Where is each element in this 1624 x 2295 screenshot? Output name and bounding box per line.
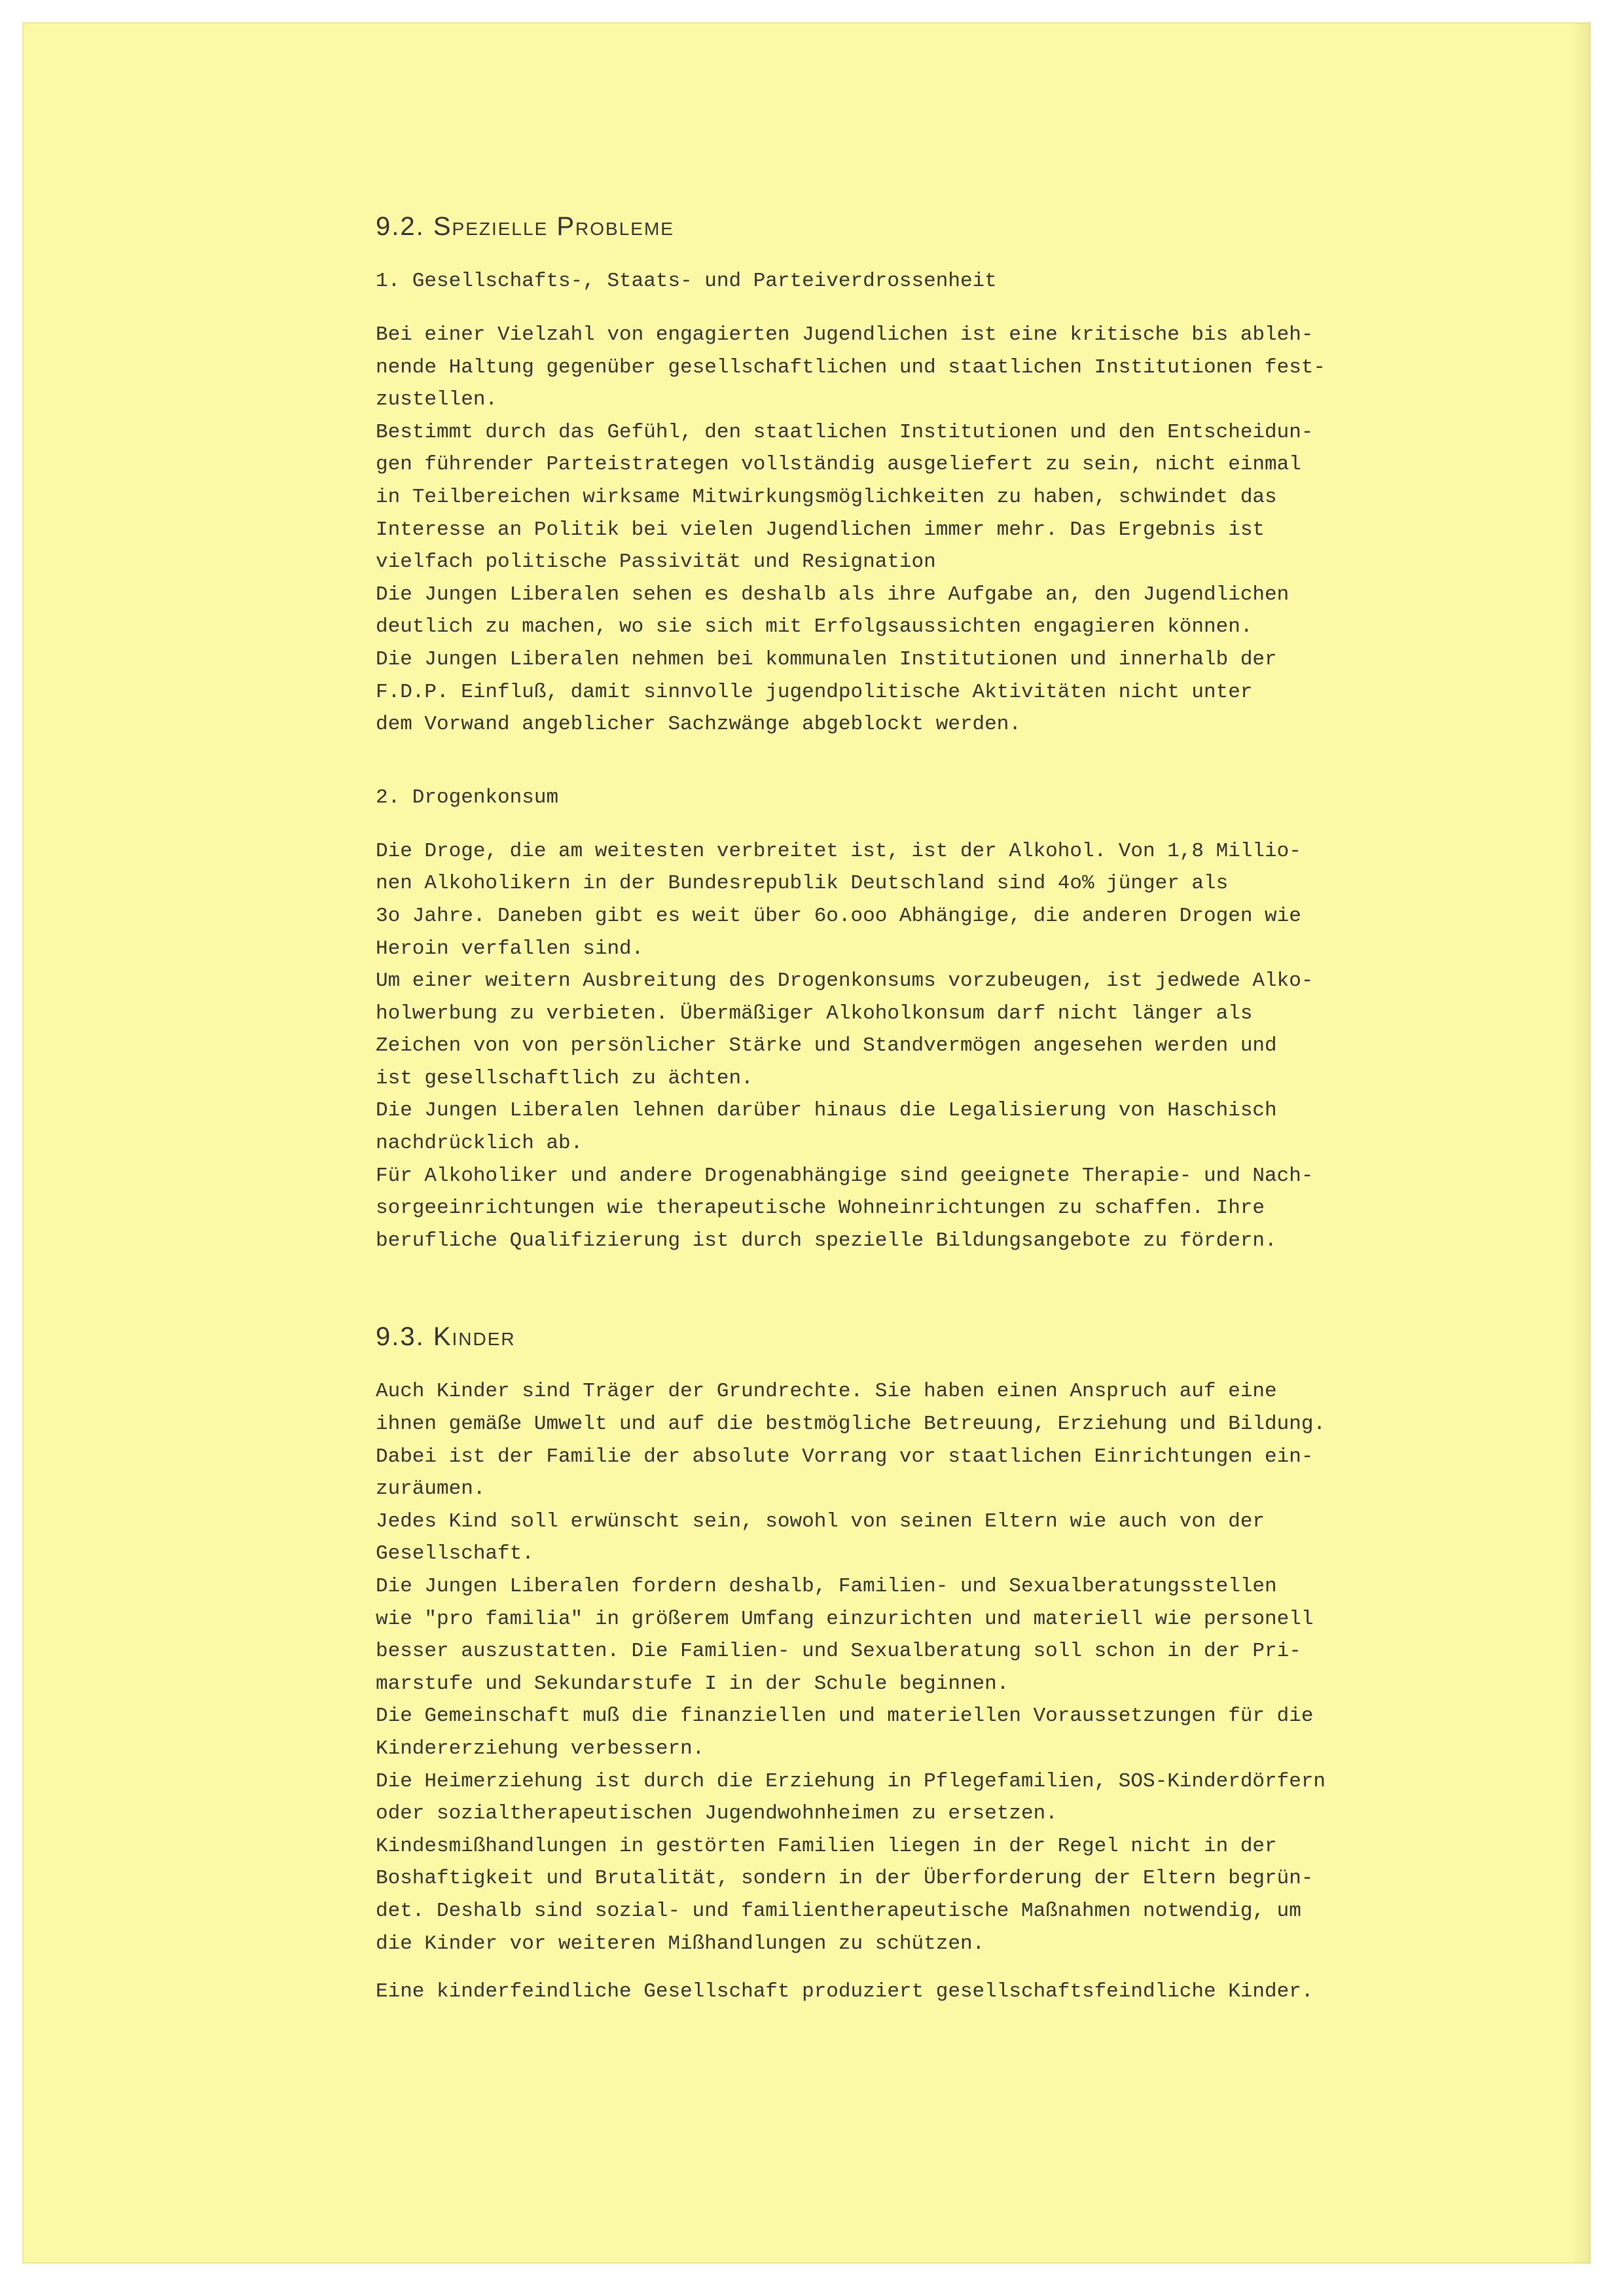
text-line: berufliche Qualifizierung ist durch spezielle Bildungsangebote zu fördern. (376, 1229, 1277, 1252)
text-line: Die Gemeinschaft muß die finanziellen und materiellen Voraussetzungen für die (376, 1705, 1314, 1728)
text-line: besser auszustatten. Die Familien- und Sexualberatung soll schon in der Pri- (376, 1640, 1301, 1663)
text-line: gen führender Parteistrategen vollständig ausgeliefert zu sein, nicht einmal (376, 453, 1301, 477)
text-line: Die Heimerziehung ist durch die Erziehung in Pflegefamilien, SOS-Kinderdörfern (376, 1769, 1326, 1793)
text-line: Für Alkoholiker und andere Drogenabhängige sind geeignete Therapie- und Nach- (376, 1164, 1314, 1187)
text-line: Die Jungen Liberalen nehmen bei kommunalen Institutionen und innerhalb der (376, 647, 1277, 671)
text-line: nen Alkoholikern in der Bundesrepublik Deutschland sind 4o% jünger als (376, 872, 1229, 895)
paragraph-parteiverdrossenheit (376, 319, 1423, 741)
paragraph-kinder-conclusion (376, 1976, 1423, 2008)
paragraph-drogenkonsum (376, 835, 1423, 1257)
text-line: Bestimmt durch das Gefühl, den staatlichen Institutionen und den Entscheidun- (376, 420, 1314, 444)
text-line: Jedes Kind soll erwünscht sein, sowohl von seinen Eltern wie auch von der (376, 1509, 1265, 1533)
document-body (376, 212, 1423, 2008)
text-line: ist gesellschaftlich zu ächten. (376, 1066, 753, 1090)
text-line: dem Vorwand angeblicher Sachzwänge abgeblockt werden. (376, 713, 1021, 736)
text-line: Gesellschaft. (376, 1542, 534, 1566)
text-line: zuräumen. (376, 1477, 486, 1501)
text-line: Bei einer Vielzahl von engagierten Jugendlichen ist eine kritische bis ableh- (376, 323, 1314, 346)
subsection-title-drogenkonsum: 2. Drogenkonsum (376, 786, 559, 809)
text-line: Boshaftigkeit und Brutalität, sondern in der Überforderung der Eltern begrün- (376, 1867, 1314, 1890)
text-line: F.D.P. Einfluß, damit sinnvolle jugendpolitische Aktivitäten nicht unter (376, 680, 1253, 704)
text-line: in Teilbereichen wirksame Mitwirkungsmöglichkeiten zu haben, schwindet das (376, 485, 1277, 509)
text-line: ihnen gemäße Umwelt und auf die bestmögliche Betreuung, Erziehung und Bildung. (376, 1413, 1326, 1436)
text-line: det. Deshalb sind sozial- und familientherapeutische Maßnahmen notwendig, um (376, 1899, 1301, 1923)
page-edge (1571, 22, 1591, 2264)
text-line: holwerbung zu verbieten. Übermäßiger Alkoholkonsum darf nicht länger als (376, 1002, 1253, 1025)
text-line: Auch Kinder sind Träger der Grundrechte. Sie haben einen Anspruch auf eine (376, 1380, 1277, 1403)
text-line: Interesse an Politik bei vielen Jugendlichen immer mehr. Das Ergebnis ist (376, 518, 1265, 541)
text-line: Kindererziehung verbessern. (376, 1737, 705, 1760)
text-line: wie "pro familia" in größerem Umfang einzurichten und materiell wie personell (376, 1607, 1314, 1631)
paper-sheet (22, 22, 1591, 2264)
text-line: Dabei ist der Familie der absolute Vorrang vor staatlichen Einrichtungen ein- (376, 1445, 1314, 1468)
section-heading-9-3: 9.3. Kinder (376, 1322, 516, 1352)
text-line: oder sozialtherapeutischen Jugendwohnheimen zu ersetzen. (376, 1802, 1058, 1826)
text-line: Kindesmißhandlungen in gestörten Familien liegen in der Regel nicht in der (376, 1834, 1277, 1858)
text-line: sorgeeinrichtungen wie therapeutische Wohneinrichtungen zu schaffen. Ihre (376, 1197, 1265, 1220)
paragraph-kinder (376, 1375, 1423, 1960)
text-line: marstufe und Sekundarstufe I in der Schule beginnen. (376, 1672, 1009, 1695)
text-line: die Kinder vor weiteren Mißhandlungen zu schützen. (376, 1932, 985, 1955)
text-line: nachdrücklich ab. (376, 1132, 583, 1155)
text-line: Die Jungen Liberalen lehnen darüber hinaus die Legalisierung von Haschisch (376, 1099, 1277, 1123)
text-line: Heroin verfallen sind. (376, 937, 644, 960)
section-heading-9-2: 9.2. Spezielle Probleme (376, 212, 674, 241)
subsection-title-parteiverdrossenheit: 1. Gesellschafts-, Staats- und Parteiverdrossenheit (376, 270, 997, 293)
text-line: zustellen. (376, 388, 498, 412)
text-line: vielfach politische Passivität und Resignation (376, 551, 936, 574)
text-line: Die Jungen Liberalen fordern deshalb, Familien- und Sexualberatungsstellen (376, 1575, 1277, 1598)
text-line: Die Droge, die am weitesten verbreitet ist, ist der Alkohol. Von 1,8 Millio- (376, 839, 1301, 863)
text-line: deutlich zu machen, wo sie sich mit Erfolgsaussichten engagieren können. (376, 615, 1253, 639)
text-line: Die Jungen Liberalen sehen es deshalb als ihre Aufgabe an, den Jugendlichen (376, 583, 1290, 606)
text-line: 3o Jahre. Daneben gibt es weit über 6o.ooo Abhängige, die anderen Drogen wie (376, 904, 1301, 928)
text-line: Zeichen von von persönlicher Stärke und Standvermögen angesehen werden und (376, 1034, 1277, 1058)
text-line: Um einer weitern Ausbreitung des Drogenkonsums vorzubeugen, ist jedwede Alko- (376, 969, 1314, 993)
text-line: nende Haltung gegenüber gesellschaftlichen und staatlichen Institutionen fest- (376, 355, 1326, 379)
text-line: Eine kinderfeindliche Gesellschaft produziert gesellschaftsfeindliche Kinder. (376, 1980, 1314, 2004)
